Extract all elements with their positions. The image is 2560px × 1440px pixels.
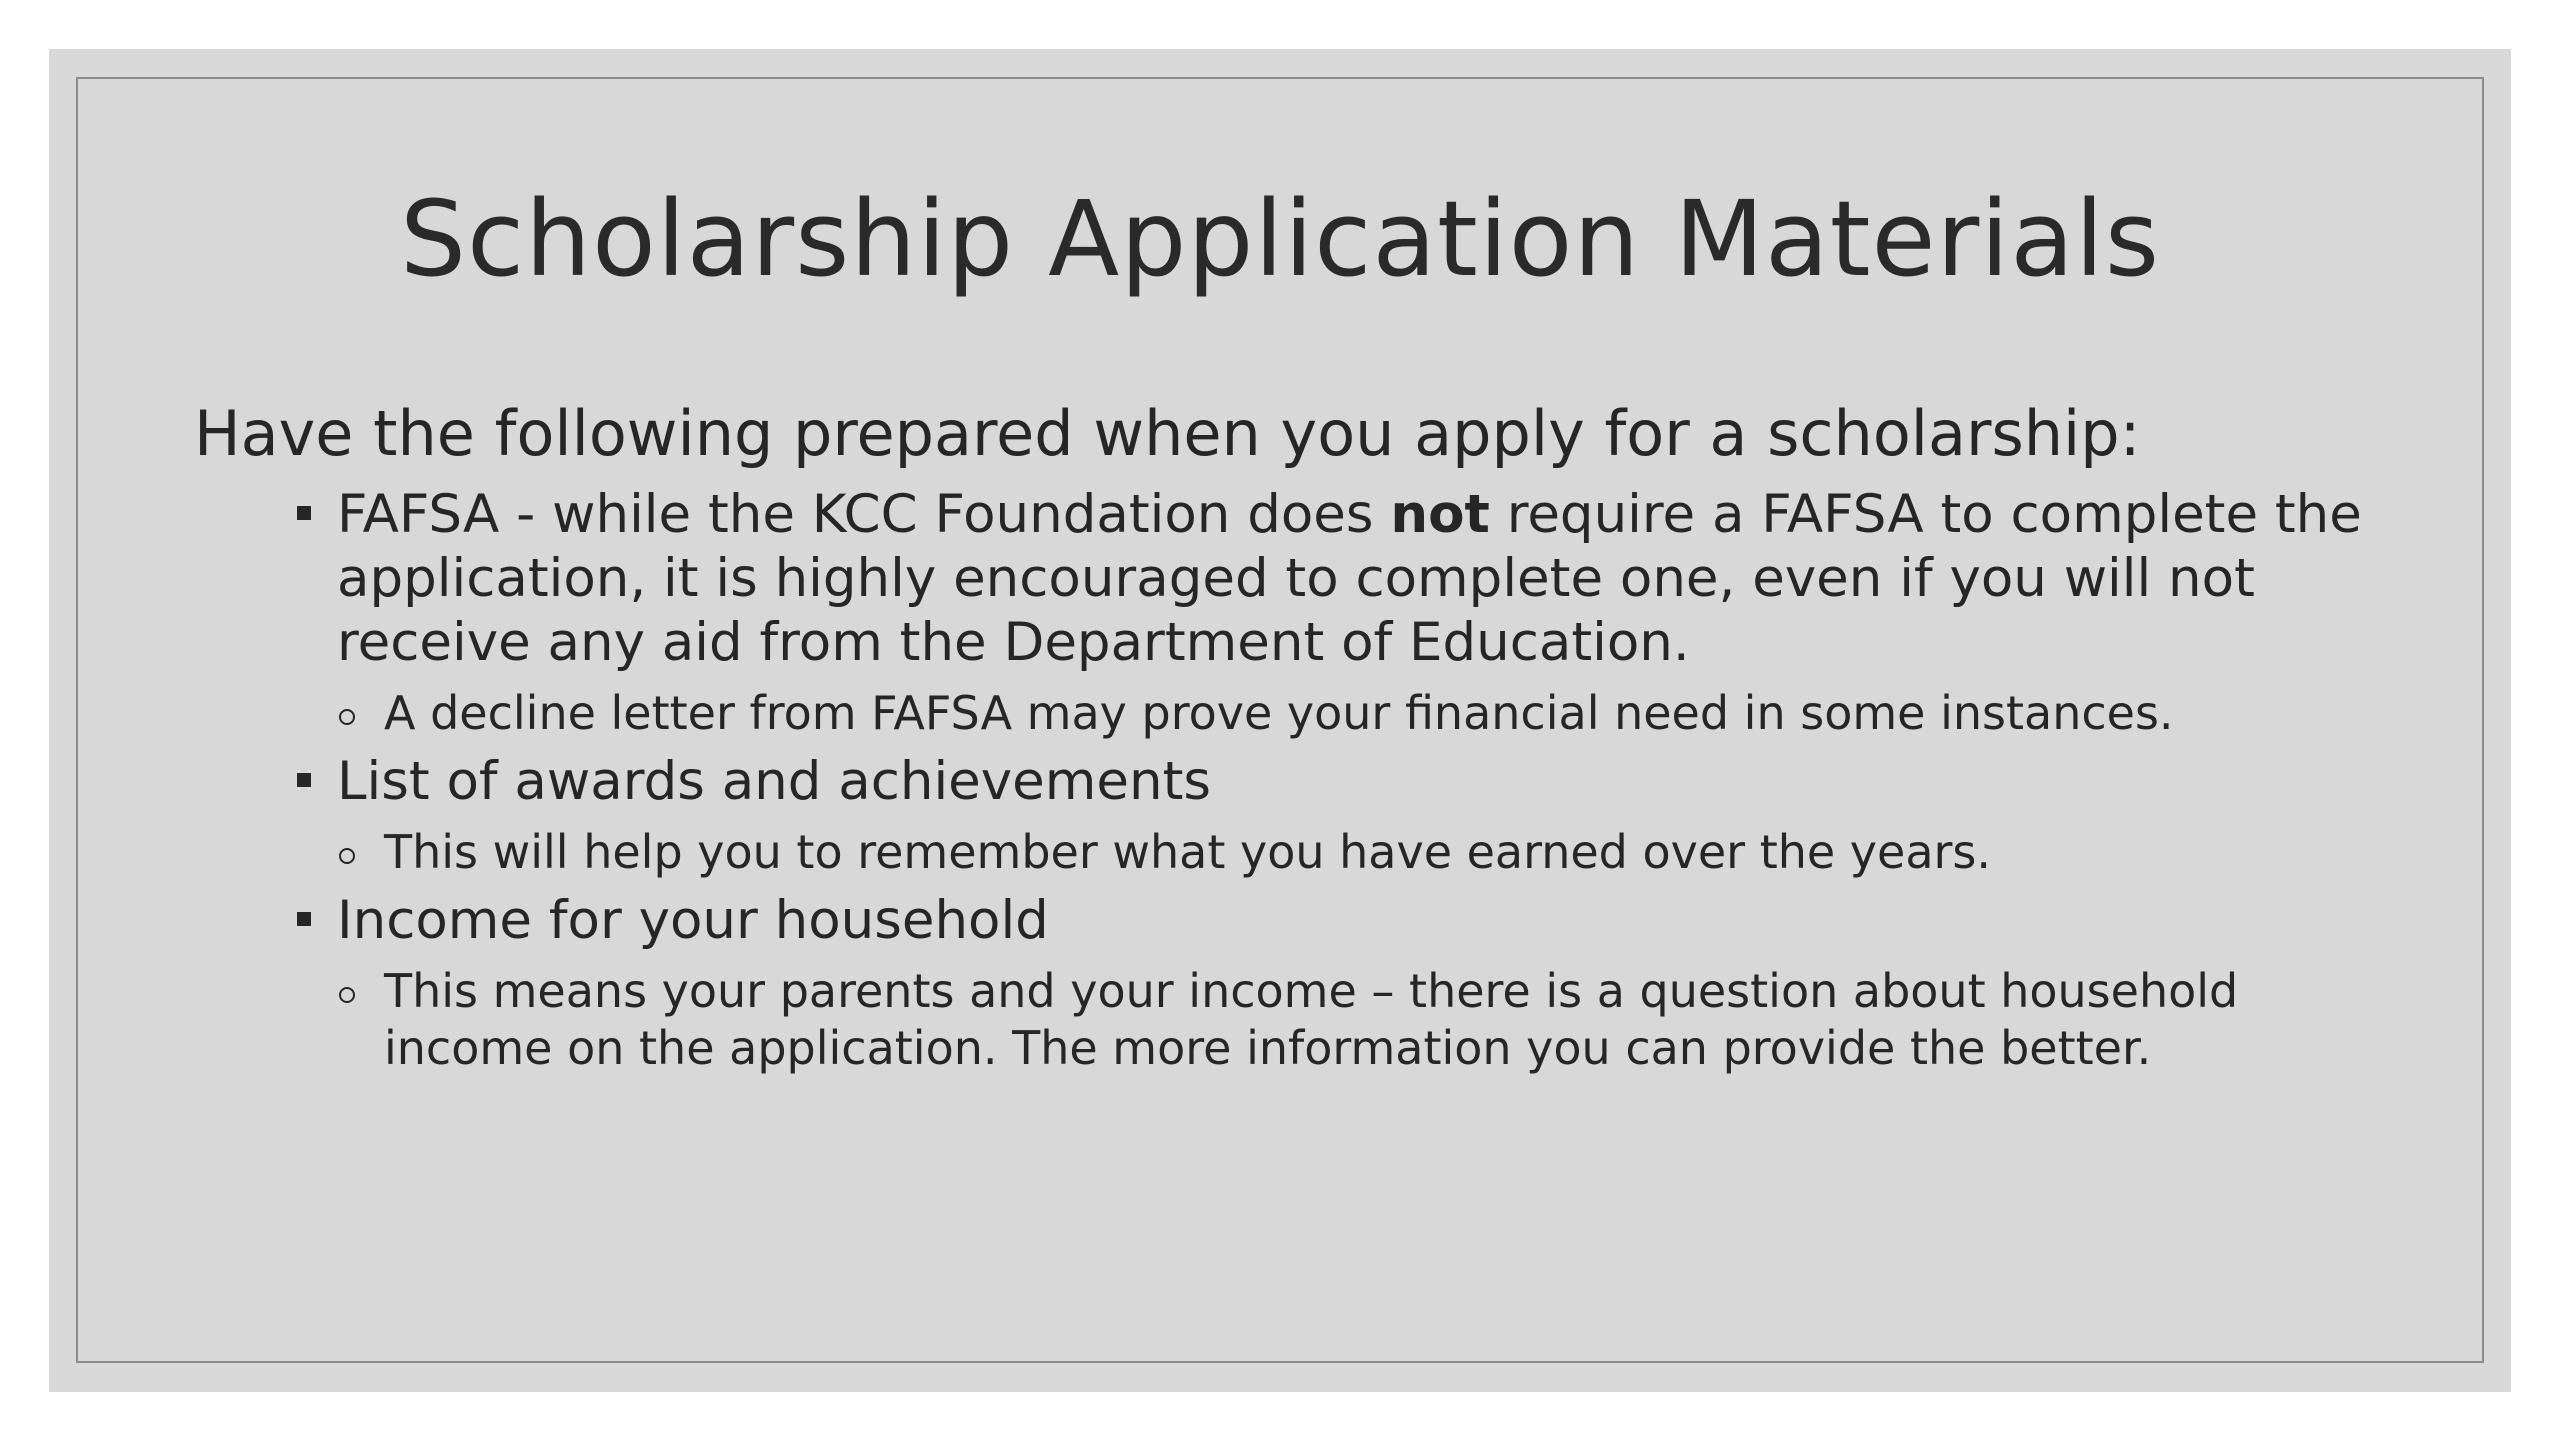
- slide-content: [194, 394, 2364, 1077]
- list-item-text: [337, 484, 2362, 673]
- sub-list: [337, 685, 2364, 742]
- list-item-text: List of awards and achievements: [337, 750, 1211, 812]
- intro-text: Have the following prepared when you apply for a scholarship:: [194, 397, 2141, 470]
- list-item-income: [194, 889, 2364, 1077]
- text-after: require a FAFSA to complete the application, it is highly encouraged to complete one, even if you will not receive any aid from the Department of Education.: [337, 483, 2362, 673]
- circle-bullet-icon: [339, 709, 355, 725]
- bullet-list: [194, 483, 2364, 1077]
- list-item-fafsa: [194, 483, 2364, 742]
- sub-list: [337, 963, 2364, 1077]
- sub-list-item: [336, 963, 2364, 1077]
- sub-item-text: This will help you to remember what you have earned over the years.: [384, 824, 1992, 879]
- list-item-awards: [194, 750, 2364, 881]
- circle-bullet-icon: [339, 848, 355, 864]
- sub-list-item: [336, 824, 2364, 881]
- sub-item-text: This means your parents and your income – there is a question about household income on the application. The more information you can provide the better.: [384, 963, 2239, 1075]
- slide: [49, 49, 2511, 1392]
- sub-item-text: A decline letter from FAFSA may prove your financial need in some instances.: [384, 685, 2174, 740]
- square-bullet-icon: [297, 912, 311, 926]
- bold-text: not: [1390, 483, 1490, 545]
- list-item-text: Income for your household: [337, 889, 1049, 951]
- square-bullet-icon: [297, 506, 311, 520]
- slide-title: Scholarship Application Materials: [399, 178, 2161, 300]
- text-before: FAFSA - while the KCC Foundation does: [337, 483, 1391, 545]
- square-bullet-icon: [297, 773, 311, 787]
- sub-list-item: [336, 685, 2364, 742]
- sub-list: [337, 824, 2364, 881]
- circle-bullet-icon: [339, 987, 355, 1003]
